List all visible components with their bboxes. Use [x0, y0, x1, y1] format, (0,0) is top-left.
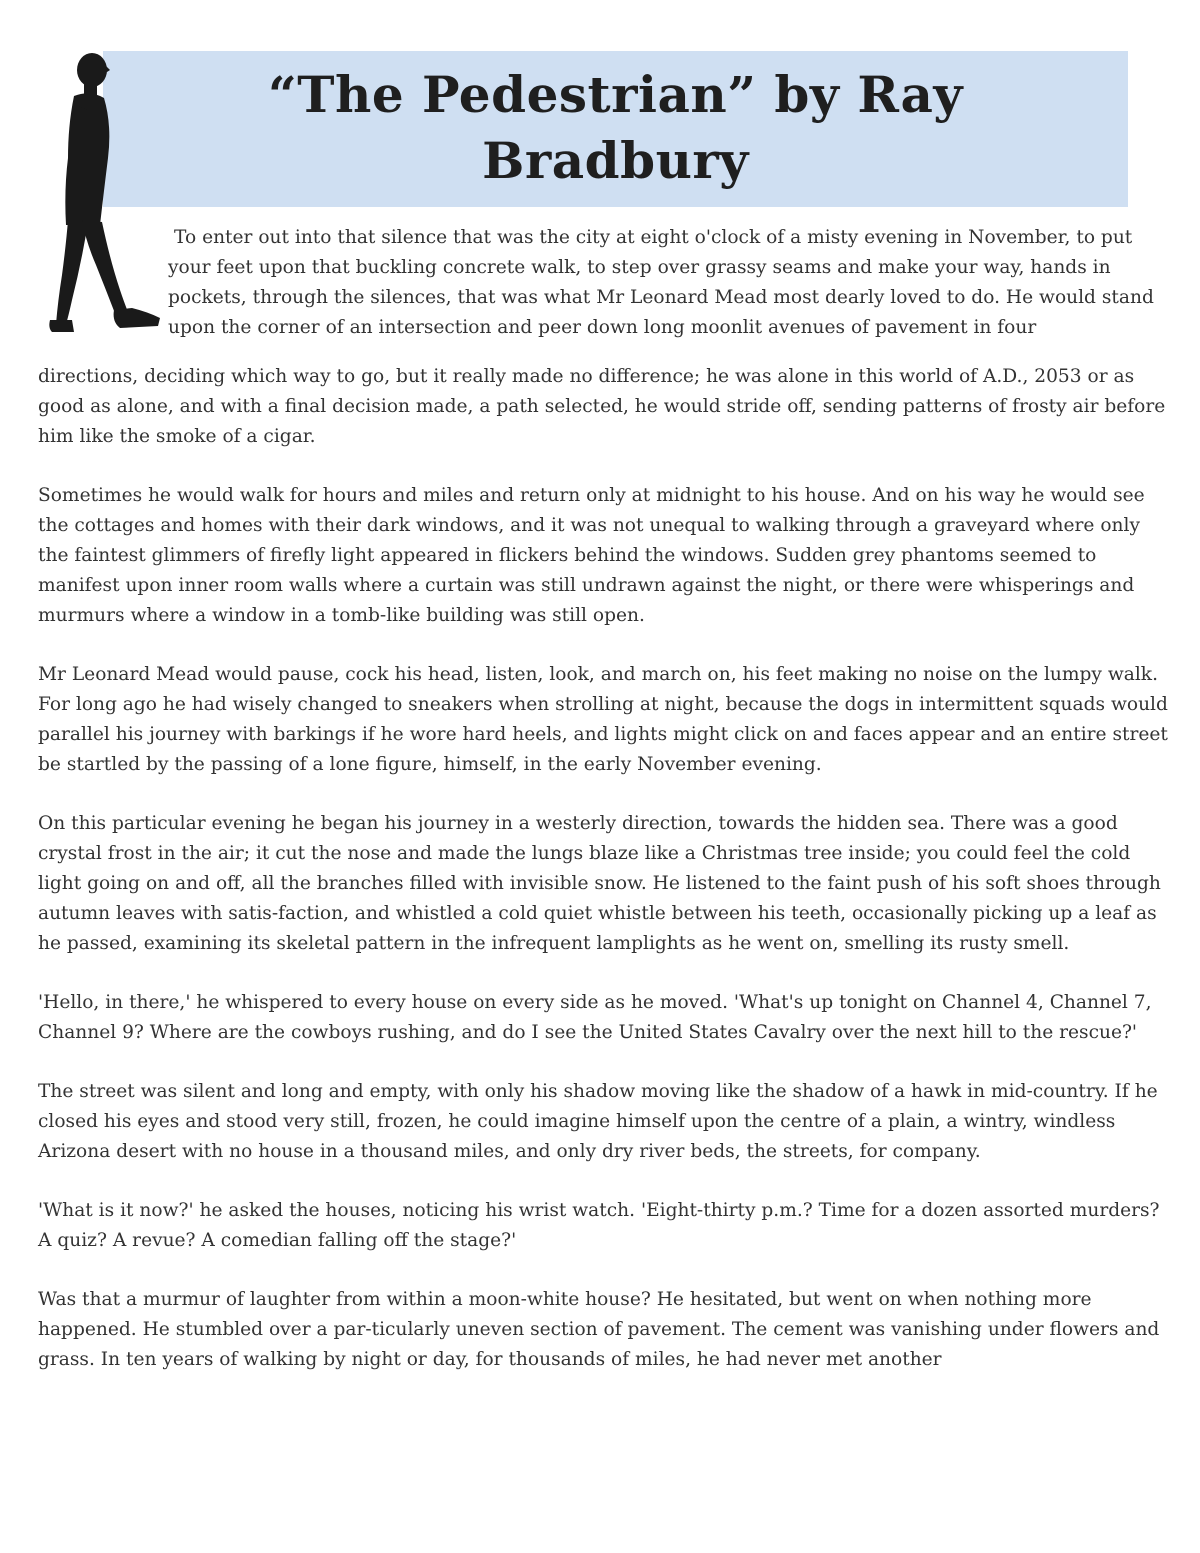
- paragraph: Sometimes he would walk for hours and miles and return only at midnight to his house. And on his way he would see the cottages and homes with their dark windows, and it was not unequal to walking through a graveyard where only the faintest glimmers of firefly light appeared in flickers behind the windows. Sudden grey phantoms seemed to manifest upon inner room walls where a curtain was still undrawn against the night, or there were whisperings and murmurs where a window in a tomb-like building was still open.: [38, 485, 1145, 626]
- walking-man-silhouette-icon: [44, 50, 164, 335]
- paragraph: Mr Leonard Mead would pause, cock his head, listen, look, and march on, his feet making no noise on the lumpy walk. For long ago he had wisely changed to sneakers when strolling at night, because the dogs in intermittent squads would parallel his journey with barkings if he wore hard heels, and lights might click on and faces appear and an entire street be startled by the passing of a lone figure, himself, in the early November evening.: [38, 664, 1168, 775]
- paragraph: Was that a murmur of laughter from within a moon-white house? He hesitated, but went on when nothing more happened. He stumbled over a par-ticularly uneven section of pavement. The cement was vanishing under flowers and grass. In ten years of walking by night or day, for thousands of miles, he had never met another: [38, 1289, 1160, 1370]
- intro-paragraph: To enter out into that silence that was the city at eight o'clock of a misty evening in November, to put your feet upon that buckling concrete walk, to step over grassy seams and make your way, hands in pockets, through the silences, that was what Mr Leonard Mead most dearly loved to do. He would stand upon the corner of an intersection and peer down long moonlit avenues of pavement in four: [168, 227, 1154, 338]
- title-line-2: Bradbury: [482, 131, 749, 190]
- paragraph: directions, deciding which way to go, but it really made no difference; he was alone in this world of A.D., 2053 or as good as alone, and with a final decision made, a path selected, he would stride off, sending patterns of frosty air before him like the smoke of a cigar.: [38, 366, 1166, 447]
- paragraph: 'Hello, in there,' he whispered to every house on every side as he moved. 'What's up tonight on Channel 4, Channel 7, Channel 9? Where are the cowboys rushing, and do I see the United States Cavalry over the next hill to the rescue?': [38, 992, 1152, 1043]
- page-title: [103, 62, 1128, 194]
- paragraph: On this particular evening he began his journey in a westerly direction, towards the hidden sea. There was a good crystal frost in the air; it cut the nose and made the lungs blaze like a Christmas tree inside; you could feel the cold light going on and off, all the branches filled with invisible snow. He listened to the faint push of his soft shoes through autumn leaves with satis-faction, and whistled a cold quiet whistle between his teeth, occasionally picking up a leaf as he passed, examining its skeletal pattern in the infrequent lamplights as he went on, smelling its rusty smell.: [38, 813, 1161, 954]
- paragraph: 'What is it now?' he asked the houses, noticing his wrist watch. 'Eight-thirty p.m.? Time for a dozen assorted murders? A quiz? A revue? A comedian falling off the stage?': [38, 1200, 1160, 1251]
- paragraph: The street was silent and long and empty, with only his shadow moving like the shadow of a hawk in mid-country. If he closed his eyes and stood very still, frozen, he could imagine himself upon the centre of a plain, a wintry, windless Arizona desert with no house in a thousand miles, and only dry river beds, the streets, for company.: [38, 1081, 1158, 1162]
- title-line-1: “The Pedestrian” by Ray: [268, 65, 963, 124]
- story-body: [38, 362, 1168, 1404]
